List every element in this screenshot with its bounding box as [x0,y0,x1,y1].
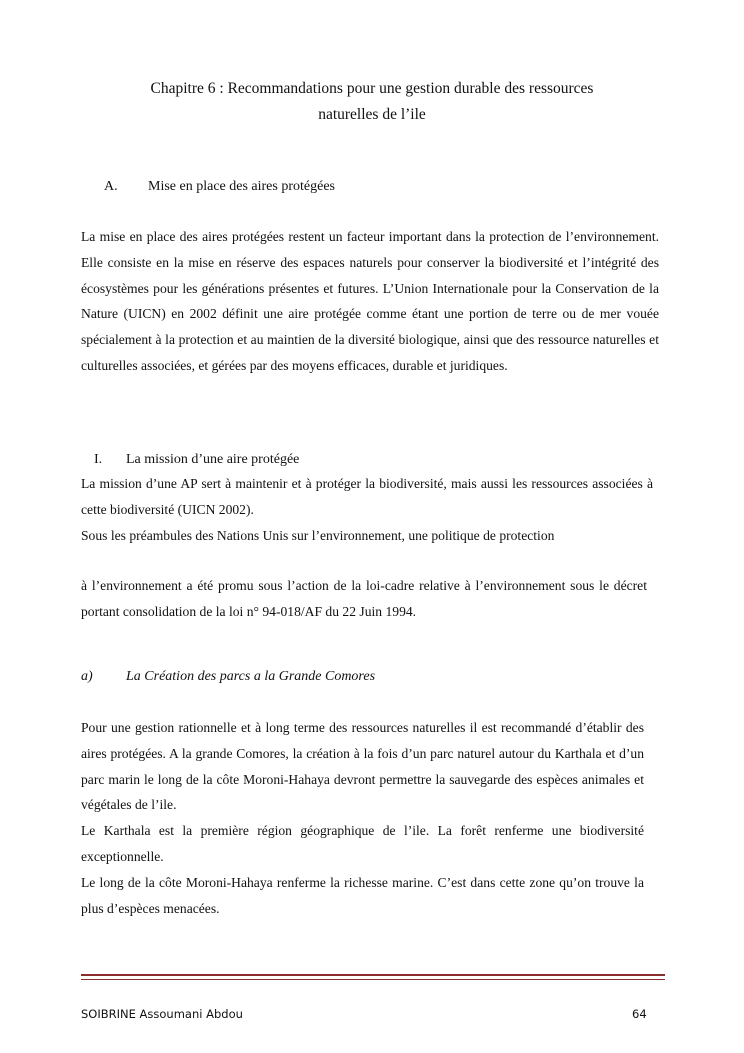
section-i-marker: I. [94,452,103,467]
paragraph-1 [81,224,659,379]
section-a-title: Mise en place des aires protégées [148,179,335,194]
paragraph-6-text: Le Karthala est la première région géographique de l’ile. La forêt renferme une biodiversité exceptionnelle. [81,823,644,864]
subsection-a-marker: a) [81,669,93,684]
paragraph-5 [81,715,644,921]
section-a-marker: A. [104,179,118,194]
paragraph-4-text: à l’environnement a été promu sous l’action de la loi-cadre relative à l’environnement sous le décret portant consolidation de la loi n° 94-018/AF du 22 Juin 1994. [81,578,647,619]
footer-rule-thin [81,979,665,980]
paragraph-5-text: Pour une gestion rationnelle et à long terme des ressources naturelles il est recommandé d’établir des aires protégées. A la grande Comores, la création à la fois d’un parc naturel autour du Karthala et d’un parc marin le long de la côte Moroni-Hahaya devront permettre la sauvegarde des espèces animales et végétales de l’ile. [81,720,644,813]
section-i-title: La mission d’une aire protégée [126,452,300,467]
footer-author: SOIBRINE Assoumani Abdou [81,1007,243,1021]
paragraph-7-text: Le long de la côte Moroni-Hahaya renferme la richesse marine. C’est dans cette zone qu’on trouve la plus d’espèces menacées. [81,874,644,916]
paragraph-2 [81,471,653,548]
subsection-a-title: La Création des parcs a la Grande Comores [126,669,376,684]
page-number: 64 [632,1007,647,1021]
chapter-title-line1: Chapitre 6 : Recommandations pour une gestion durable des ressources [150,80,594,97]
chapter-title-line2: naturelles de l’ile [318,106,426,123]
paragraph-4 [81,573,647,625]
footer-rule [81,974,665,976]
paragraph-2-text: La mission d’une AP sert à maintenir et à protéger la biodiversité, mais aussi les ressources associées à cette biodiversité (UICN 2002). [81,476,653,517]
chapter-title [0,76,744,128]
paragraph-1-text: La mise en place des aires protégées restent un facteur important dans la protection de l’environnement. Elle consiste en la mise en réserve des espaces naturels pour conserver la biodiversité et l’intégrité des écosystèmes pour les générations présentes et futures. L’Union Internationale pour la Conservation de la Nature (UICN) en 2002 définit une aire protégée comme étant une portion de terre ou de mer vouée spécialement à la protection et au maintien de la diversité biologique, ainsi que des ressource naturelles et culturelles associées, et gérées par des moyens efficaces, durable et juridiques. [81,229,659,373]
paragraph-3-text: Sous les préambules des Nations Unis sur l’environnement, une politique de protection [81,527,555,543]
